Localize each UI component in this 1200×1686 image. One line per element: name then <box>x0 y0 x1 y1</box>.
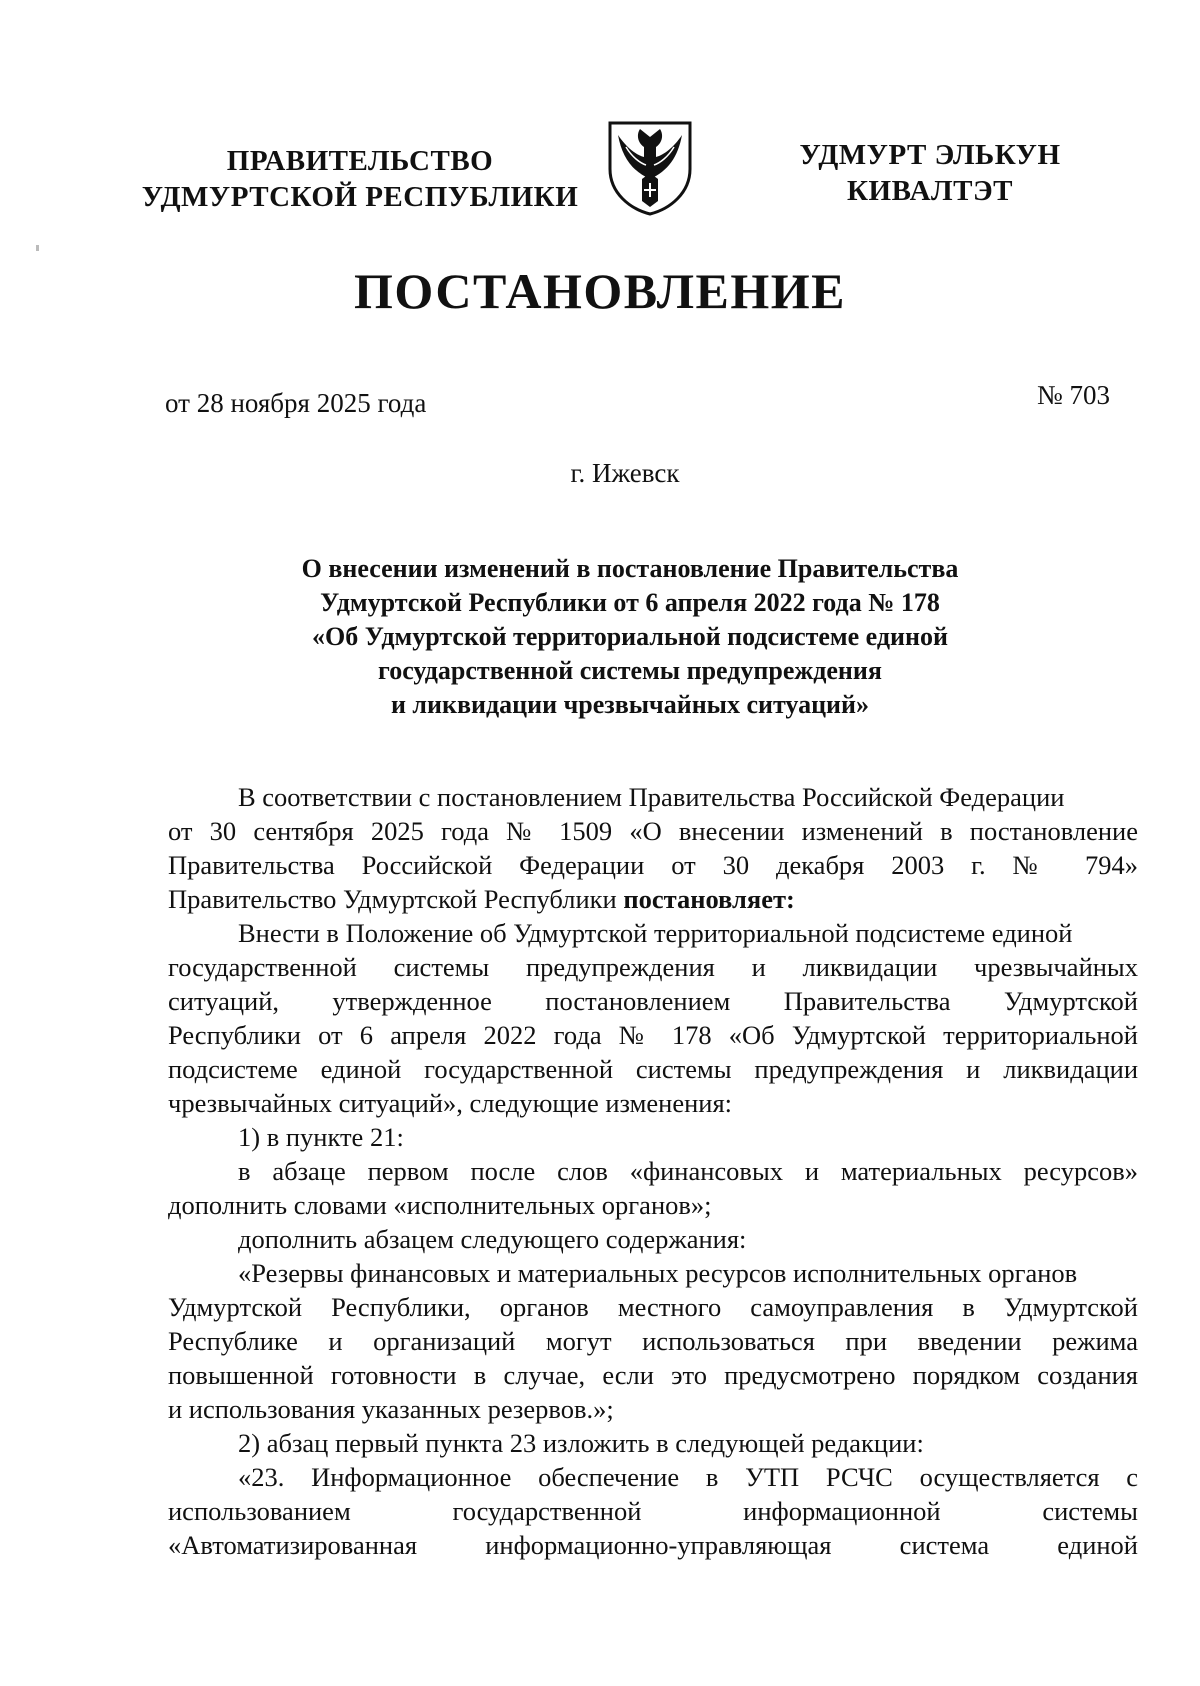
org-name-russian-line-1: ПРАВИТЕЛЬСТВО <box>226 145 494 177</box>
document-type-heading: ПОСТАНОВЛЕНИЕ <box>354 263 846 319</box>
body-line: «Резервы финансовых и материальных ресурсов исполнительных органов <box>238 1258 1078 1288</box>
body-line: ситуаций, утвержденное постановлением Правительства Удмуртской <box>168 986 1138 1016</box>
preamble-paragraph <box>168 780 1138 916</box>
body-line: дополнить словами «исполнительных органов»; <box>168 1190 712 1220</box>
body-line: Удмуртской Республики, органов местного самоуправления в Удмуртской <box>168 1292 1138 1322</box>
body-line: Республике и организаций могут использоваться при введении режима <box>168 1326 1138 1356</box>
item-1-paragraph-a <box>168 1154 1138 1222</box>
document-title <box>200 552 1060 722</box>
body-line: подсистеме единой государственной системы предупреждения и ликвидации <box>168 1054 1138 1084</box>
org-name-russian-line-2: УДМУРТСКОЙ РЕСПУБЛИКИ <box>141 181 579 213</box>
org-name-udmurt <box>780 137 1080 209</box>
udmurt-coat-of-arms-icon <box>604 117 696 217</box>
item-1-heading: 1) в пункте 21: <box>238 1122 404 1152</box>
scan-artifact <box>36 245 39 251</box>
document-city: г. Ижевск <box>570 458 680 488</box>
document-number: № 703 <box>1036 380 1110 410</box>
org-name-russian <box>130 143 590 215</box>
body-line: Правительства Российской Федерации от 30 декабря 2003 г. № 794» <box>168 850 1138 880</box>
title-line: Удмуртской Республики от 6 апреля 2022 года № 178 <box>320 588 940 617</box>
org-name-udmurt-line-2: КИВАЛТЭТ <box>846 175 1013 207</box>
item-1-quote <box>168 1256 1138 1426</box>
item-2-heading: 2) абзац первый пункта 23 изложить в следующей редакции: <box>238 1428 924 1458</box>
body-line: и использования указанных резервов.»; <box>168 1394 614 1424</box>
body-line: использованием государственной информационной системы <box>168 1496 1138 1526</box>
body-line: Внести в Положение об Удмуртской территориальной подсистеме единой <box>238 918 1073 948</box>
title-line: О внесении изменений в постановление Правительства <box>301 554 959 583</box>
title-line: «Об Удмуртской территориальной подсистеме единой <box>312 622 948 651</box>
intro-paragraph <box>168 916 1138 1120</box>
resolves-keyword: постановляет: <box>623 884 795 914</box>
body-line: государственной системы предупреждения и ликвидации чрезвычайных <box>168 952 1138 982</box>
body-line: В соответствии с постановлением Правительства Российской Федерации <box>238 782 1065 812</box>
item-1-paragraph-b: дополнить абзацем следующего содержания: <box>238 1224 747 1254</box>
document-body <box>168 780 1138 1562</box>
preamble-tail: Правительство Удмуртской Республики <box>168 884 624 914</box>
body-line: «23. Информационное обеспечение в УТП РСЧС осуществляется с <box>238 1462 1138 1492</box>
body-line: «Автоматизированная информационно-управляющая система единой <box>168 1530 1138 1560</box>
document-date: от 28 ноября 2025 года <box>165 388 427 418</box>
body-line: повышенной готовности в случае, если это предусмотрено порядком создания <box>168 1360 1138 1390</box>
body-line <box>168 882 1138 916</box>
body-line: от 30 сентября 2025 года № 1509 «О внесении изменений в постановление <box>168 816 1138 846</box>
title-line: государственной системы предупреждения <box>378 656 882 685</box>
body-line: в абзаце первом после слов «финансовых и материальных ресурсов» <box>238 1156 1138 1186</box>
org-name-udmurt-line-1: УДМУРТ ЭЛЬКУН <box>799 139 1061 171</box>
body-line: чрезвычайных ситуаций», следующие изменения: <box>168 1088 733 1118</box>
body-line: Республики от 6 апреля 2022 года № 178 «Об Удмуртской территориальной <box>168 1020 1138 1050</box>
title-line: и ликвидации чрезвычайных ситуаций» <box>390 690 870 719</box>
item-2-quote <box>168 1460 1138 1562</box>
